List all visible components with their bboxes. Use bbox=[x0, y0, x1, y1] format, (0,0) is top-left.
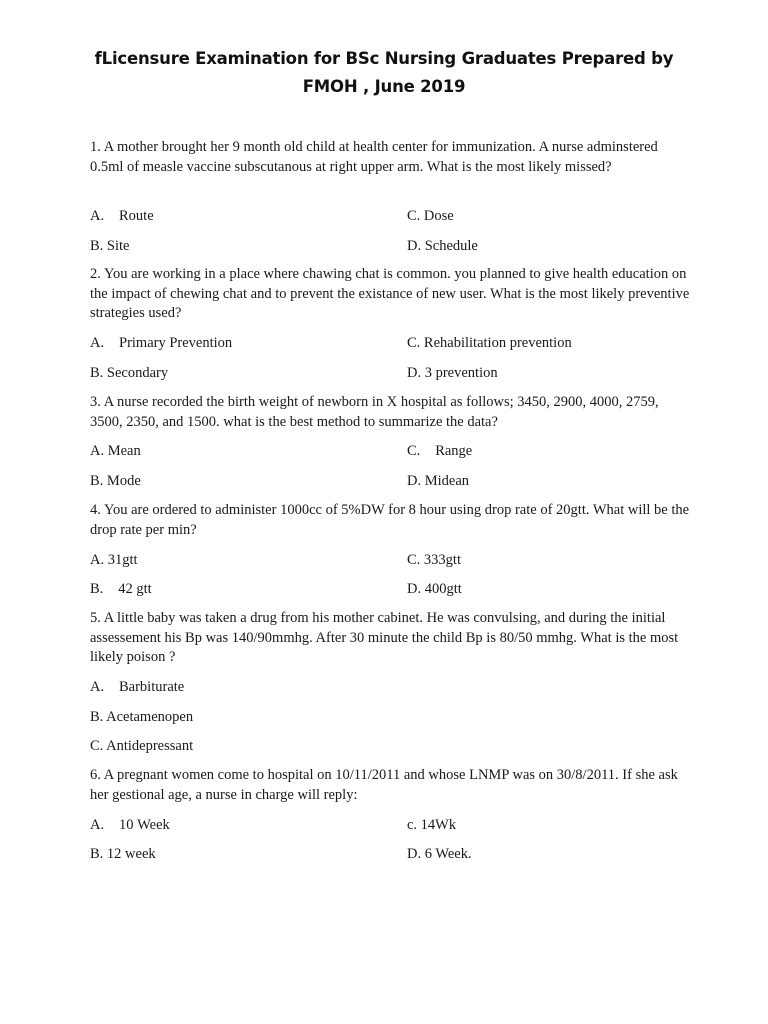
question-6-text: 6. A pregnant women come to hospital on 10/11/2011 and whose LNMP was on 30/8/2011. If she ask her gestional age, a nurse in charge will reply: bbox=[90, 767, 678, 803]
question-3-option-d: D. Midean bbox=[407, 473, 470, 489]
question-2-option-d: D. 3 prevention bbox=[407, 365, 498, 381]
question-2-option-a: A. Primary Prevention bbox=[90, 335, 221, 351]
question-6-option-b: B. 12 week bbox=[90, 846, 156, 862]
question-3-option-c: C. Range bbox=[407, 443, 461, 459]
question-5-option-c: C. Antidepressant bbox=[90, 738, 194, 754]
question-4-option-b: B. 42 gtt bbox=[90, 581, 141, 597]
question-5-option-b: B. Acetamenopen bbox=[90, 709, 194, 725]
question-1-option-d: D. Schedule bbox=[407, 238, 478, 254]
document-title-line-1: fLicensure Examination for BSc Nursing Graduates Prepared by bbox=[94, 49, 674, 68]
question-1-option-a: A. Route bbox=[90, 208, 143, 224]
question-2-option-c: C. Rehabilitation prevention bbox=[407, 335, 572, 351]
question-4-text: 4. You are ordered to administer 1000cc of 5%DW for 8 hour using drop rate of 20gtt. What will be the drop rate per min? bbox=[90, 502, 690, 538]
question-2-option-b: B. Secondary bbox=[90, 365, 169, 381]
question-6-option-d: D. 6 Week. bbox=[407, 846, 472, 862]
question-6-option-a: A. 10 Week bbox=[90, 817, 159, 833]
question-5-option-a: A. Barbiturate bbox=[90, 679, 173, 695]
question-3-option-b: B. Mode bbox=[90, 473, 141, 489]
question-6-option-c: c. 14Wk bbox=[407, 817, 457, 833]
question-2-text: 2. You are working in a place where chawing chat is common. you planned to give health education on the impact of chewing chat and to prevent the existance of new user. What is the most likely preventive strategies used? bbox=[90, 266, 690, 322]
question-1-option-b: B. Site bbox=[90, 238, 130, 254]
question-4-option-d: D. 400gtt bbox=[407, 581, 462, 597]
question-3-option-a: A. Mean bbox=[90, 443, 141, 459]
question-5-text: 5. A little baby was taken a drug from his mother cabinet. He was convulsing, and during the initial assessement his Bp was 140/90mmhg. After 30 minute the child Bp is 80/50 mmhg. What is the most likely poison ? bbox=[90, 610, 679, 666]
question-4-option-c: C. 333gtt bbox=[407, 552, 461, 568]
question-1-text: 1. A mother brought her 9 month old child at health center for immunization. A nurse adminstered 0.5ml of measle vaccine subscutanous at right upper arm. What is the most likely missed? bbox=[90, 139, 658, 175]
question-4-option-a: A. 31gtt bbox=[90, 552, 138, 568]
question-1-option-c: C. Dose bbox=[407, 208, 454, 224]
document-title-line-2: FMOH , June 2019 bbox=[302, 77, 466, 96]
question-3-text: 3. A nurse recorded the birth weight of newborn in X hospital as follows; 3450, 2900, 4000, 2759, 3500, 2350, and 1500. what is the best method to summarize the data? bbox=[90, 394, 659, 430]
